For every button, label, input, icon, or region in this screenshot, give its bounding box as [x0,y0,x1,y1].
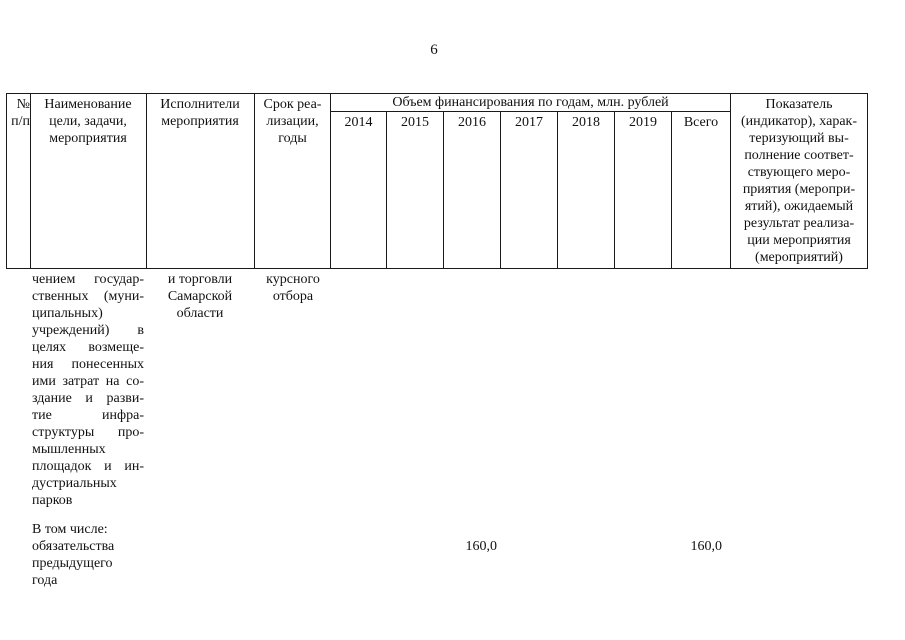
header-year-total: Всего [683,115,719,130]
grid-line [614,111,615,269]
header-year-2016: 2016 [458,115,486,130]
executors-text: и торговли Самарской области [167,272,233,321]
header-funding-title: Объем финансирования по годам, млн. рублей [392,95,669,110]
header-year-2018: 2018 [572,115,600,130]
grid-line [6,268,868,269]
header-year-2014: 2014 [344,115,373,130]
header-indicator: Показатель (индикатор), харак- теризующий вы- полнение соответ- ствующего меро- приятия (меропри- ятий), ожидаемый результат реализа- ции мероприятия (мероприятий) [740,97,857,265]
header-year-2015: 2015 [401,115,429,130]
grid-line [867,93,868,269]
grid-line [330,111,730,112]
header-executors: Исполнители мероприятия [160,97,240,129]
sub-row-label: В том числе: обязательства предыдущего года [32,522,115,588]
grid-line [443,111,444,269]
grid-line [386,111,387,269]
header-name: Наименование цели, задачи, мероприятия [44,97,132,146]
term-text: курсного отбора [266,272,320,304]
measure-name-text: чением государ- ственных (муни- ципальных) учреждений) в целях возмеще- ния понесенных ими затрат на со- здание и разви- тие инфра- структуры про- мышленных площадок и ин- дустриальных парков [32,272,144,508]
header-year-2017: 2017 [515,115,543,130]
grid-line [500,111,501,269]
sub-row-value-total: 160,0 [690,539,722,554]
header-number: № п/п [11,97,30,129]
header-year-2019: 2019 [629,115,657,130]
grid-line [671,111,672,269]
header-term: Срок реа- лизации, годы [263,97,322,146]
grid-line [557,111,558,269]
sub-row-value-2016: 160,0 [465,539,497,554]
page-number: 6 [430,42,438,58]
